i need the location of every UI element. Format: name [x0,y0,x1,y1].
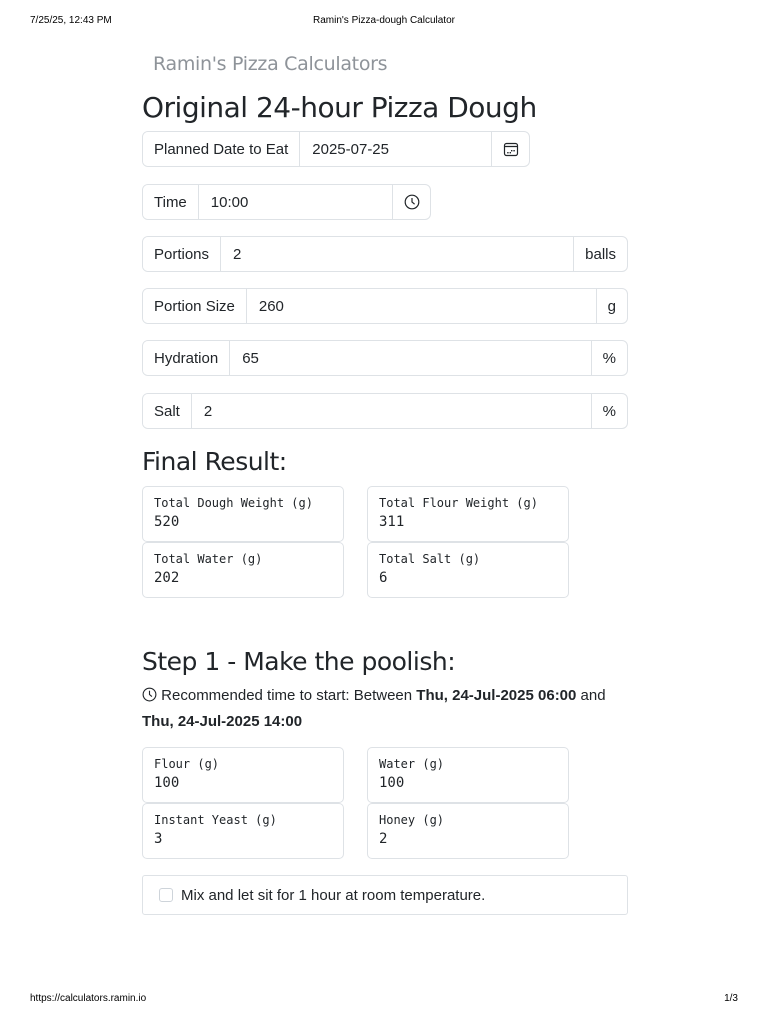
result-value: 202 [154,570,180,586]
result-label: Total Dough Weight (g) [154,496,313,510]
step1-label: Water (g) [379,757,445,771]
time-input[interactable]: 10:00 [210,193,249,211]
hydration-input[interactable]: 65 [242,349,259,367]
result-value: 6 [379,570,388,586]
step1-checkbox[interactable] [159,888,173,902]
result-value: 520 [154,514,180,530]
print-title: Ramin's Pizza-dough Calculator [313,15,455,26]
step1-checkbox-label[interactable]: Mix and let sit for 1 hour at room temperature. [181,886,486,904]
rec-mid: and [576,687,606,704]
result-label: Total Flour Weight (g) [379,496,538,510]
step1-label: Instant Yeast (g) [154,813,277,827]
final-result-heading: Final Result: [142,447,287,476]
date-input-group [142,131,530,167]
result-label: Total Water (g) [154,552,263,566]
calendar-icon[interactable] [491,132,529,166]
result-card-flour [367,486,569,542]
portion-size-label: Portion Size [143,289,247,323]
date-label: Planned Date to Eat [143,132,300,166]
result-card-salt [367,542,569,598]
step1-card-yeast [142,803,344,859]
portions-label: Portions [143,237,221,271]
clock-icon[interactable] [392,185,430,219]
step1-label: Flour (g) [154,757,220,771]
salt-label: Salt [143,394,192,428]
hydration-unit: % [591,341,627,375]
step1-card-flour [142,747,344,803]
step1-card-water [367,747,569,803]
step1-value: 3 [154,831,163,847]
salt-unit: % [591,394,627,428]
salt-input[interactable]: 2 [203,402,213,420]
time-input-group [142,184,431,220]
brand-link[interactable]: Ramin's Pizza Calculators [153,53,388,75]
portions-input-group [142,236,628,272]
rec-end: Thu, 24-Jul-2025 14:00 [142,713,303,730]
portion-size-input[interactable]: 260 [258,297,284,315]
time-label: Time [143,185,199,219]
date-input[interactable]: 2025-07-25 [312,140,389,158]
result-value: 311 [379,514,405,530]
step1-value: 100 [379,775,405,791]
step1-value: 100 [154,775,180,791]
step1-card-honey [367,803,569,859]
portions-input[interactable]: 2 [233,245,242,263]
recommended-time [142,684,628,734]
portion-size-unit: g [596,289,627,323]
step1-checkbox-row[interactable] [142,875,628,915]
step1-heading: Step 1 - Make the poolish: [142,647,456,676]
portions-unit: balls [573,237,627,271]
print-page-number: 1/3 [724,993,738,1004]
print-datetime: 7/25/25, 12:43 PM [30,15,112,26]
rec-start: Thu, 24-Jul-2025 06:00 [416,687,577,704]
rec-prefix: Recommended time to start: Between [161,687,417,704]
clock-icon [142,686,157,710]
hydration-input-group [142,340,628,376]
hydration-label: Hydration [143,341,230,375]
step1-label: Honey (g) [379,813,445,827]
print-url: https://calculators.ramin.io [30,993,147,1004]
portion-size-input-group [142,288,628,324]
salt-input-group [142,393,628,429]
page-title: Original 24-hour Pizza Dough [142,91,537,124]
result-label: Total Salt (g) [379,552,481,566]
step1-value: 2 [379,831,388,847]
result-card-water [142,542,344,598]
result-card-dough [142,486,344,542]
